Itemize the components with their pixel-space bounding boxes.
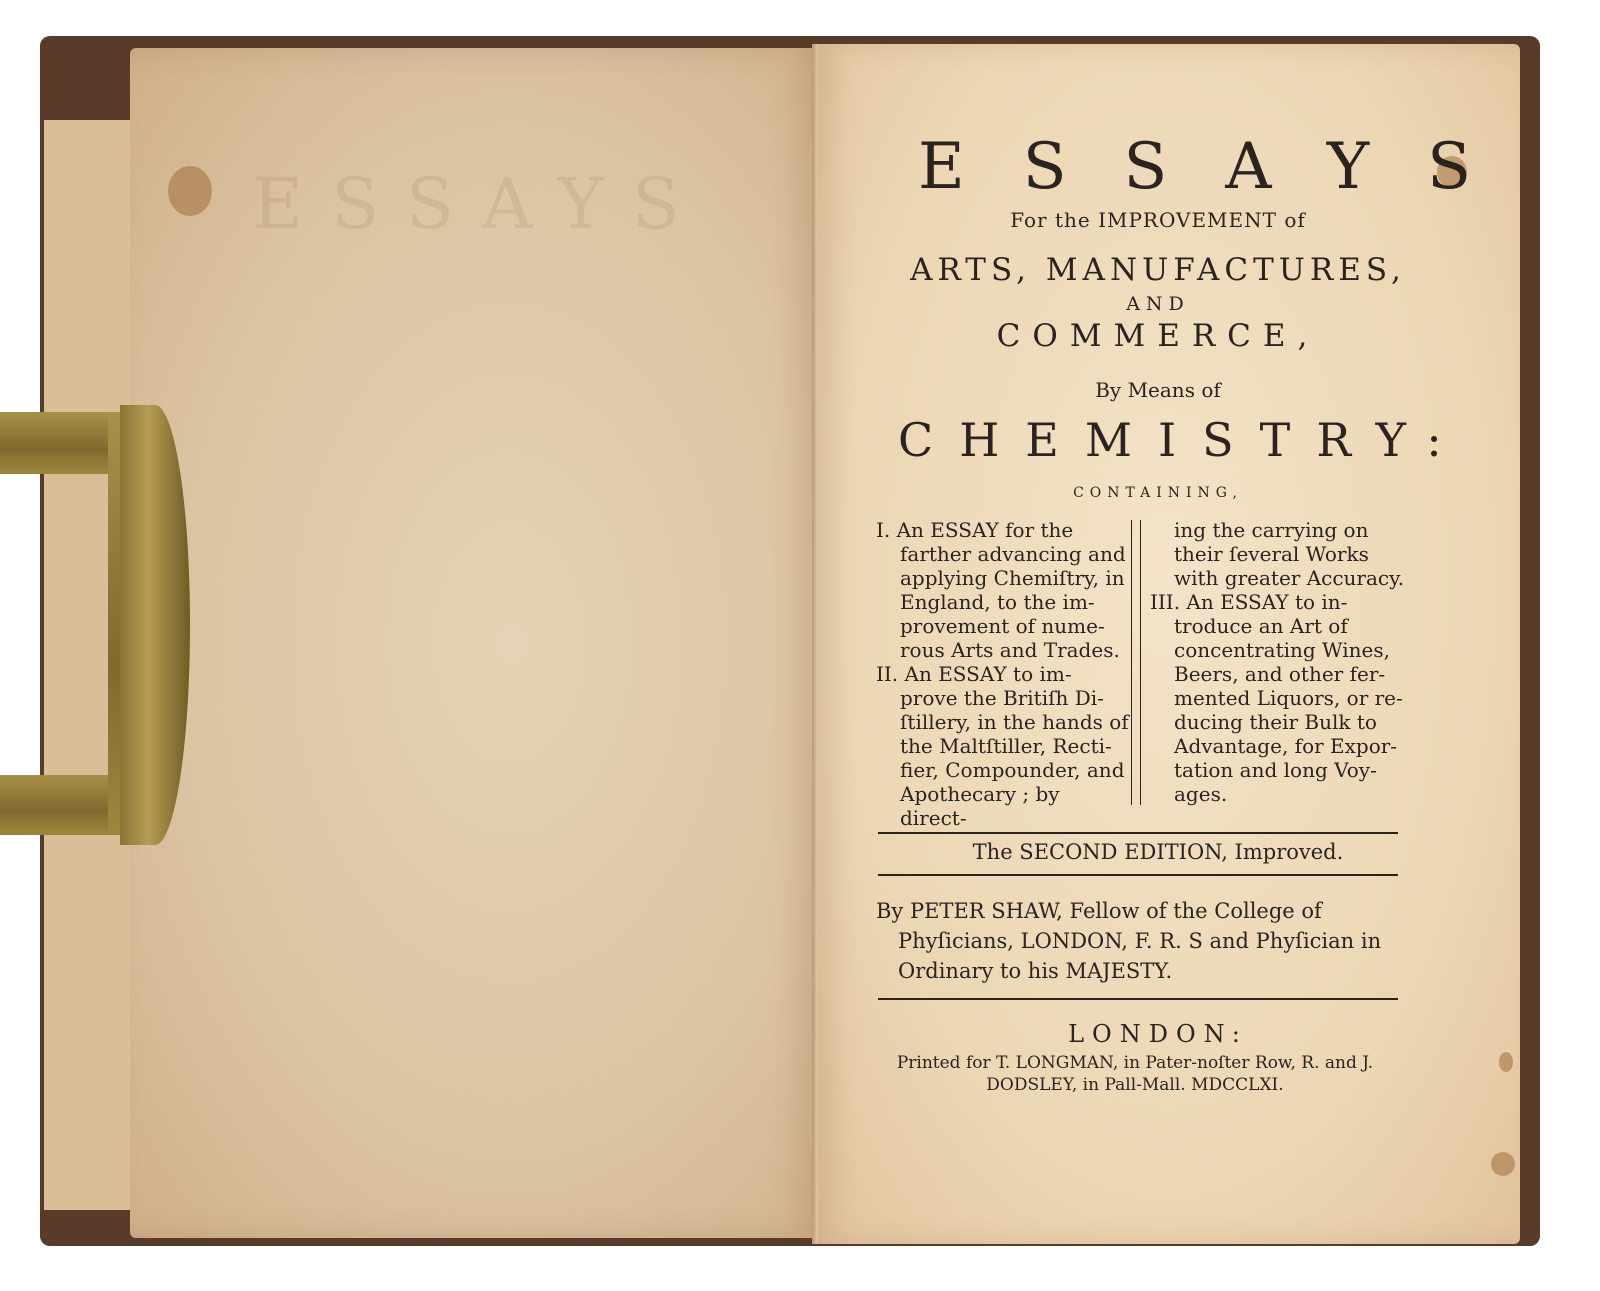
contents-line: fier, Compounder, and <box>900 758 1125 782</box>
page-gutter <box>812 44 818 1244</box>
imprint-city: LONDON: <box>1068 1020 1248 1048</box>
author-line: Ordinary to his MAJESTY. <box>898 959 1173 983</box>
contents-line: tation and long Voy- <box>1174 758 1377 782</box>
subtitle-arts: ARTS, MANUFACTURES, <box>910 252 1406 288</box>
contents-line: Beers, and other fer- <box>1174 662 1386 686</box>
contents-line: England, to the im- <box>900 590 1095 614</box>
contents-line: troduce an Art of <box>1174 614 1348 638</box>
author-block <box>876 896 1398 986</box>
edition-line: The SECOND EDITION, Improved. <box>972 840 1344 864</box>
contents-line: ducing their Bulk to <box>1174 710 1377 734</box>
foxing-stain <box>1491 1152 1515 1176</box>
left-page <box>130 48 820 1238</box>
contents-line: Advantage, for Expor- <box>1174 734 1398 758</box>
column-divider <box>1131 520 1132 805</box>
title-chemistry: CHEMISTRY: <box>898 413 1468 467</box>
title-essays: ESSAYS <box>918 130 1529 204</box>
contents-line: I. An ESSAY for the <box>876 518 1074 542</box>
contents-line: ſtillery, in the hands of <box>900 710 1129 734</box>
column-divider <box>1140 520 1141 805</box>
contents-line: II. An ESSAY to im- <box>876 662 1072 686</box>
contents-line: prove the Britiſh Di- <box>900 686 1104 710</box>
contents-line: the Maltſtiller, Recti- <box>900 734 1112 758</box>
contents-line: Apothecary ; by direct- <box>900 782 1060 830</box>
contents-line: mented Liquors, or re- <box>1174 686 1403 710</box>
brass-clip-disc <box>120 405 190 845</box>
subtitle-commerce: COMMERCE, <box>996 318 1320 354</box>
contents-line: ages. <box>1174 782 1228 806</box>
subtitle-means: By Means of <box>1095 378 1221 402</box>
containing-label: CONTAINING, <box>1073 485 1243 501</box>
show-through-title: ESSAYS <box>252 163 708 245</box>
subtitle-for: For the IMPROVEMENT of <box>1010 208 1306 232</box>
author-line: Phyſicians, LONDON, F. R. S and Phyſician in <box>898 929 1382 953</box>
contents-column-left <box>876 518 1131 830</box>
contents-line: rous Arts and Trades. <box>900 638 1120 662</box>
rule-below-edition <box>878 874 1398 876</box>
contents-line: ing the carrying on <box>1174 518 1369 542</box>
contents-line: their ſeveral Works <box>1174 542 1369 566</box>
author-line: By PETER SHAW, Fellow of the College of <box>876 899 1322 923</box>
imprint-block <box>872 1052 1398 1096</box>
imprint-line: DODSLEY, in Pall-Mall. MDCCLXI. <box>986 1075 1284 1095</box>
rule-above-edition <box>878 832 1398 834</box>
contents-line: III. An ESSAY to in- <box>1150 590 1348 614</box>
contents-line: applying Chemiſtry, in <box>900 566 1125 590</box>
contents-line: with greater Accuracy. <box>1174 566 1405 590</box>
contents-line: provement of nume- <box>900 614 1105 638</box>
imprint-line: Printed for T. LONGMAN, in Pater-noſter Row, R. and J. <box>896 1053 1374 1073</box>
foxing-stain <box>1499 1052 1513 1072</box>
subtitle-and: AND <box>1126 293 1190 315</box>
rule-above-imprint <box>878 998 1398 1000</box>
contents-line: farther advancing and <box>900 542 1126 566</box>
contents-line: concentrating Wines, <box>1174 638 1390 662</box>
contents-column-right <box>1150 518 1405 806</box>
